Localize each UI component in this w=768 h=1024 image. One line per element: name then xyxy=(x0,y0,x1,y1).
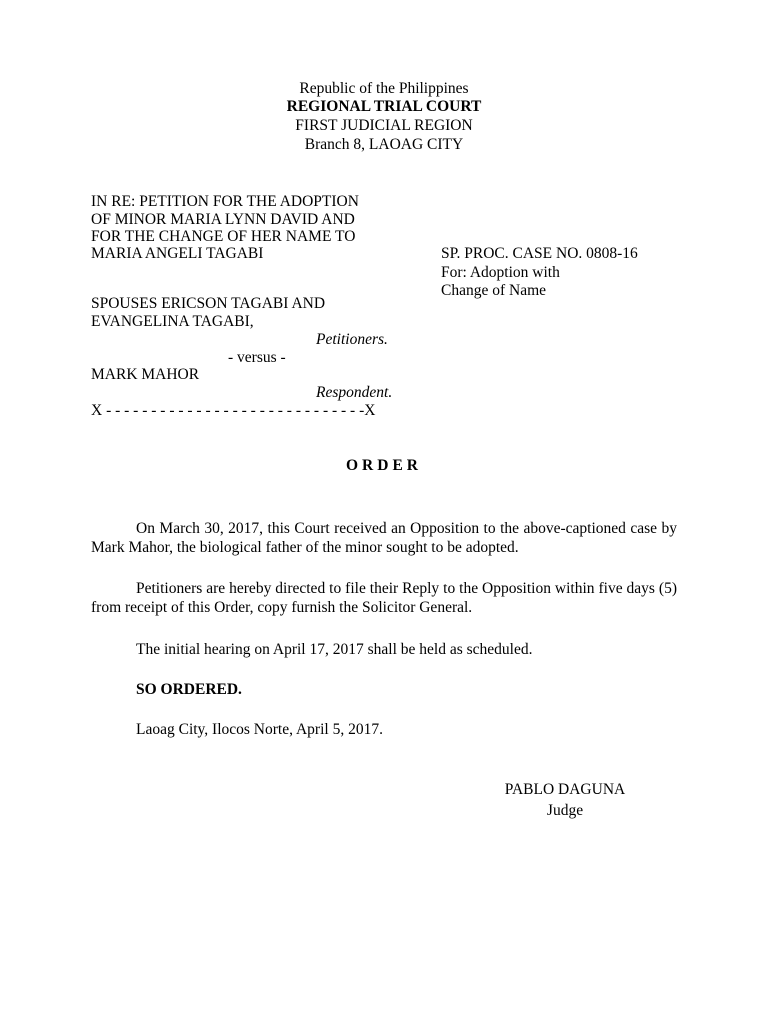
caption-in-re-line-1: IN RE: PETITION FOR THE ADOPTION xyxy=(91,193,359,210)
caption-in-re-line-4: MARIA ANGELI TAGABI xyxy=(91,245,264,262)
place-and-date: Laoag City, Ilocos Norte, April 5, 2017. xyxy=(136,721,383,738)
header-branch: Branch 8, LAOAG CITY xyxy=(304,136,464,153)
caption-divider: X - - - - - - - - - - - - - - - - - - - - - - - - - - - - -X xyxy=(91,402,376,419)
petitioners-label: Petitioners. xyxy=(316,331,388,348)
case-nature-line-1: For: Adoption with xyxy=(441,264,560,281)
so-ordered: SO ORDERED. xyxy=(136,681,242,698)
judge-title: Judge xyxy=(546,802,584,819)
caption-in-re-line-3: FOR THE CHANGE OF HER NAME TO xyxy=(91,228,356,245)
caption-in-re-line-2: OF MINOR MARIA LYNN DAVID AND xyxy=(91,211,355,228)
case-nature-line-2: Change of Name xyxy=(441,282,547,299)
petitioners-line-2: EVANGELINA TAGABI, xyxy=(91,313,254,330)
order-paragraph-1: On March 30, 2017, this Court received an Opposition to the above-captioned case by Mark Mahor, the biological father of the minor sought to be adopted. xyxy=(91,520,677,556)
header-court: REGIONAL TRIAL COURT xyxy=(286,98,482,115)
petitioners-line-1: SPOUSES ERICSON TAGABI AND xyxy=(91,295,326,312)
case-number: SP. PROC. CASE NO. 0808-16 xyxy=(441,245,638,262)
judge-name: PABLO DAGUNA xyxy=(504,781,626,798)
order-title: ORDER xyxy=(346,457,422,474)
versus: - versus - xyxy=(228,349,286,366)
order-paragraph-3: The initial hearing on April 17, 2017 shall be held as scheduled. xyxy=(136,641,533,658)
header-republic: Republic of the Philippines xyxy=(299,80,469,97)
respondent-name: MARK MAHOR xyxy=(91,366,200,383)
order-paragraph-2: Petitioners are hereby directed to file their Reply to the Opposition within five days (5) from receipt of this Order, copy furnish the Solicitor General. xyxy=(91,580,677,616)
respondent-label: Respondent. xyxy=(316,384,393,401)
header-region: FIRST JUDICIAL REGION xyxy=(295,117,473,134)
